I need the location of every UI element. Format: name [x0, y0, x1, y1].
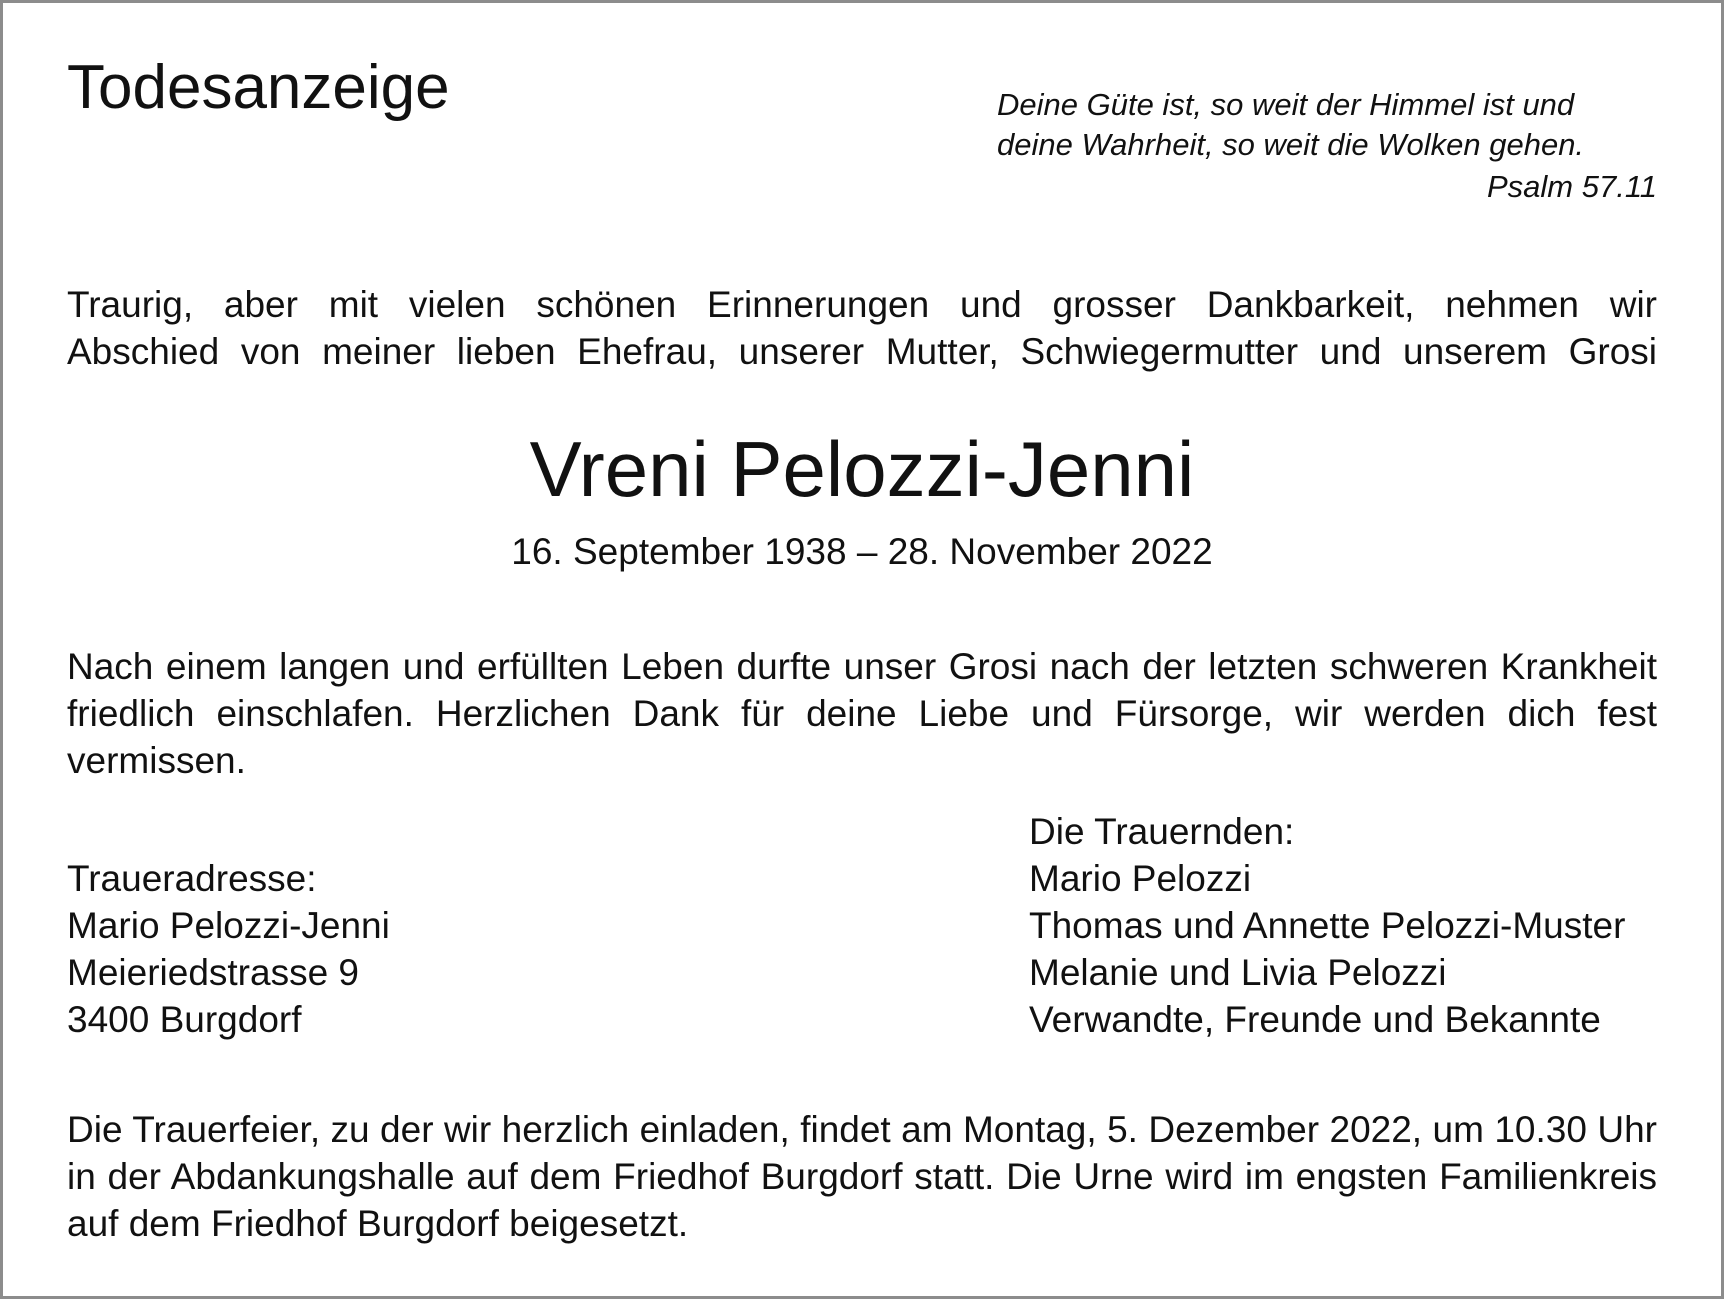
message-paragraph: Nach einem langen und erfüllten Leben durfte unser Grosi nach der letzten schweren Krankheit friedlich einschlafen. Herzlichen Dank für deine Liebe und Fürsorge, wir werden dich fest vermissen. — [67, 646, 1657, 781]
quote-line-1: Deine Güte ist, so weit der Himmel ist und — [997, 87, 1575, 122]
quote-line-2: deine Wahrheit, so weit die Wolken gehen. — [997, 127, 1585, 162]
quote-reference: Psalm 57.11 — [1486, 169, 1657, 204]
page-title: Todesanzeige — [67, 53, 450, 122]
intro-line-2: Abschied von meiner lieben Ehefrau, unserer Mutter, Schwiegermutter und unserem Grosi — [67, 331, 1657, 372]
mourner-entry: Mario Pelozzi — [1029, 858, 1252, 899]
mourner-entry: Thomas und Annette Pelozzi-Muster — [1029, 905, 1626, 946]
mourner-entry: Verwandte, Freunde und Bekannte — [1029, 999, 1601, 1040]
intro-paragraph — [67, 281, 1657, 375]
mourners-heading: Die Trauernden: — [1029, 811, 1295, 852]
address-heading: Traueradresse: — [67, 858, 317, 899]
address-city: 3400 Burgdorf — [67, 999, 302, 1040]
mourner-entry: Melanie und Livia Pelozzi — [1029, 952, 1447, 993]
address-street: Meieriedstrasse 9 — [67, 952, 360, 993]
intro-line-1: Traurig, aber mit vielen schönen Erinnerungen und grosser Dankbarkeit, nehmen wir — [67, 284, 1657, 325]
service-paragraph: Die Trauerfeier, zu der wir herzlich einladen, findet am Montag, 5. Dezember 2022, um 10.30 Uhr in der Abdankungshalle auf dem Friedhof Burgdorf statt. Die Urne wird im engsten Familienkreis auf dem Friedhof Burgdorf beigesetzt. — [67, 1109, 1657, 1244]
psalm-quote — [997, 85, 1657, 207]
address-name: Mario Pelozzi-Jenni — [67, 905, 390, 946]
life-dates: 16. September 1938 – 28. November 2022 — [511, 531, 1213, 572]
mourning-address — [67, 855, 390, 1043]
mourners-list — [1029, 808, 1625, 1043]
deceased-name: Vreni Pelozzi-Jenni — [529, 425, 1195, 513]
